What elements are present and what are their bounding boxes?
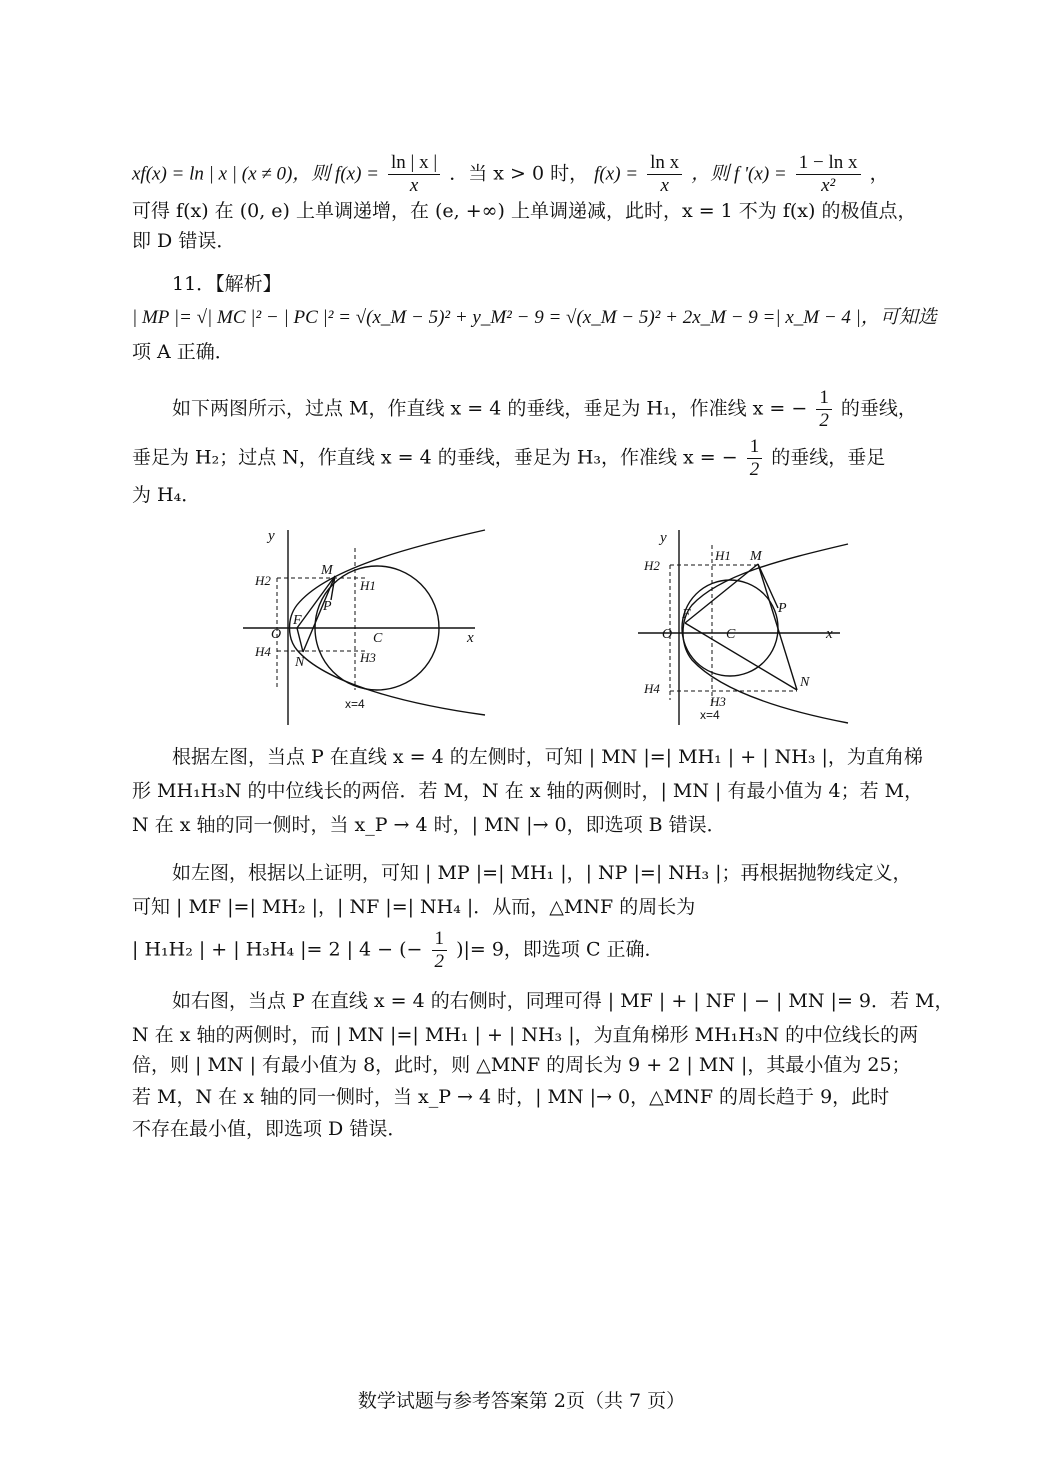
p12-line-3: 为 H₄． xyxy=(132,484,201,506)
p10-frac-2-den: x xyxy=(660,175,669,196)
p14-frac xyxy=(432,928,448,973)
right-label-p: P xyxy=(778,601,787,616)
right-label-m: M xyxy=(750,549,762,564)
p12-text-b: 的垂线， xyxy=(840,397,917,420)
p10-text-c: f(x) = xyxy=(594,163,639,185)
p12-frac-1 xyxy=(816,387,832,432)
right-label-y: y xyxy=(660,530,667,546)
p11-line-2: 项 A 正确． xyxy=(132,341,234,363)
right-line-mn xyxy=(758,564,797,690)
right-figure xyxy=(630,520,860,725)
p12-line-1 xyxy=(172,387,922,432)
left-line-fn xyxy=(297,628,303,652)
p12-line-2 xyxy=(132,436,922,481)
p10-frac-1 xyxy=(388,152,440,197)
p14-line-3 xyxy=(132,928,922,973)
p10-frac-2-num: ln x xyxy=(647,152,682,175)
left-label-x: x xyxy=(467,630,474,646)
right-label-h3: H3 xyxy=(710,694,726,709)
left-label-n: N xyxy=(295,655,305,670)
p14-text-a: | H₁H₂ | + | H₃H₄ |= 2 | 4 − (− xyxy=(132,938,423,961)
p10-text-b: ．当 x > 0 时， xyxy=(449,162,589,185)
right-label-x4: x=4 xyxy=(700,708,720,722)
left-label-h3: H3 xyxy=(360,650,376,665)
p15-line-2: N 在 x 轴的两侧时，而 | MN |=| MH₁ | + | NH₃ |，为直角梯形 MH₁H₃N 的中位线长的两 xyxy=(132,1024,919,1046)
p10-text-e: ， xyxy=(869,162,889,185)
right-label-h1: H1 xyxy=(715,548,731,563)
page-footer: 数学试题与参考答案第 2页（共 7 页） xyxy=(357,1390,686,1412)
left-label-h2: H2 xyxy=(255,573,271,588)
p12-frac-2 xyxy=(747,436,763,481)
p12-text-c: 垂足为 H₂；过点 N，作直线 x = 4 的垂线，垂足为 H₃，作准线 x = − xyxy=(132,446,738,469)
left-figure xyxy=(235,520,495,725)
p11-heading: 11．【解析】 xyxy=(172,273,282,295)
p10-frac-3 xyxy=(796,152,861,197)
p14-frac-den: 2 xyxy=(434,951,445,972)
p13-line-2: 形 MH₁H₃N 的中位线长的两倍．若 M，N 在 x 轴的两侧时，| MN | 有最小值为 4；若 M， xyxy=(132,780,924,802)
p12-text-a: 如下两图所示，过点 M，作直线 x = 4 的垂线，垂足为 H₁，作准线 x = − xyxy=(172,397,808,420)
p10-frac-1-den: x xyxy=(409,175,419,196)
p14-frac-num: 1 xyxy=(432,928,448,951)
p13-line-1: 根据左图，当点 P 在直线 x = 4 的左侧时，可知 | MN |=| MH₁ | + | NH₃ |，为直角梯 xyxy=(172,746,923,768)
left-label-h1: H1 xyxy=(360,578,376,593)
left-label-p: P xyxy=(323,599,332,614)
p12-text-d: 的垂线，垂足 xyxy=(771,446,886,469)
right-label-f: F xyxy=(682,607,691,622)
p14-line-1: 如左图，根据以上证明，可知 | MP |=| MH₁ |，| NP |=| NH₃ |；再根据抛物线定义， xyxy=(172,862,912,884)
p10-frac-2 xyxy=(647,152,682,197)
right-label-c: C xyxy=(726,627,736,642)
left-label-x4: x=4 xyxy=(345,697,365,711)
right-label-h2: H2 xyxy=(644,558,660,573)
p10-frac-1-num: ln | x | xyxy=(388,152,440,175)
p12-frac-1-num: 1 xyxy=(816,387,832,410)
p11-line-1: | MP |= √| MC |² − | PC |² = √(x_M − 5)² + y_M² − 9 = √(x_M − 5)² + 2x_M − 9 =| x_M − 4 |，可知选 xyxy=(132,307,937,328)
p15-line-4: 若 M，N 在 x 轴的同一侧时，当 x_P → 4 时，| MN |→ 0，△MNF 的周长趋于 9，此时 xyxy=(132,1086,890,1108)
left-label-h4: H4 xyxy=(255,644,271,659)
right-label-n: N xyxy=(800,675,810,690)
p10-text-d: ，则 f '(x) = xyxy=(691,163,787,185)
p15-line-5: 不存在最小值，即选项 D 错误． xyxy=(132,1118,407,1140)
p10-text-a: xf(x) = ln | x | (x ≠ 0)，则 f(x) = xyxy=(132,163,379,185)
p10-line-3: 即 D 错误． xyxy=(132,230,236,252)
p10-line-1 xyxy=(132,152,922,197)
left-label-o: O xyxy=(271,627,282,642)
p10-frac-3-num: 1 − ln x xyxy=(796,152,861,175)
p10-frac-3-den: x² xyxy=(821,175,836,196)
left-label-c: C xyxy=(373,631,383,646)
p14-text-b: )|= 9，即选项 C 正确． xyxy=(456,938,664,961)
left-parabola xyxy=(290,530,486,715)
p12-frac-2-num: 1 xyxy=(747,436,763,459)
p13-line-3: N 在 x 轴的同一侧时，当 x_P → 4 时，| MN |→ 0，即选项 B 错误． xyxy=(132,814,726,836)
p15-line-3: 倍，则 | MN | 有最小值为 8，此时，则 △MNF 的周长为 9 + 2 | MN |，其最小值为 25； xyxy=(132,1054,911,1076)
p14-line-2: 可知 | MF |=| MH₂ |，| NF |=| NH₄ |．从而，△MNF 的周长为 xyxy=(132,896,696,918)
p10-line-2: 可得 f(x) 在 (0, e) 上单调递增，在 (e, +∞) 上单调递减，此时，x = 1 不为 f(x) 的极值点， xyxy=(132,200,917,222)
right-label-x: x xyxy=(826,626,833,642)
left-label-y: y xyxy=(268,528,275,544)
p12-frac-2-den: 2 xyxy=(749,459,760,480)
left-label-m: M xyxy=(321,563,333,578)
right-label-h4: H4 xyxy=(644,681,660,696)
p15-line-1: 如右图，当点 P 在直线 x = 4 的右侧时，同理可得 | MF | + | NF | − | MN |= 9．若 M， xyxy=(172,990,954,1012)
right-label-o: O xyxy=(662,627,673,642)
p12-frac-1-den: 2 xyxy=(819,410,829,431)
left-label-f: F xyxy=(293,613,302,628)
right-line-mp xyxy=(758,564,778,608)
